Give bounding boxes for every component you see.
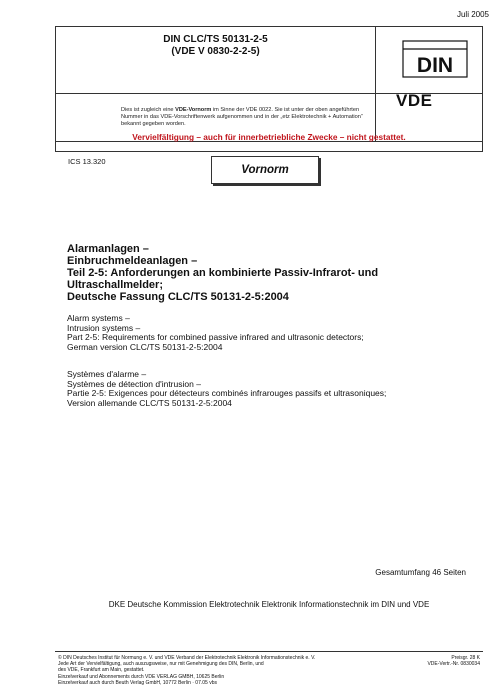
copyright: © DIN Deutsches Institut für Normung e. V. und VDE Verband der Elektrotechnik Elektronik Informationstechnik e. V. Jede Art der Vervielfältigung, auch auszugsweise, nur mit Genehmigung des DIN, Berlin, und des VDE, Frankfurt am Main, gestattet. [58,655,316,674]
title-english: Alarm systems – Intrusion systems – Part 2-5: Requirements for combined passive infrared and ultrasonic detectors; German version CLC/TS 50131-2-5:2004 [67,313,364,352]
din-logo [395,35,475,83]
standard-number-vde: (VDE V 0830-2-2-5) [171,46,260,57]
vde-note: Dies ist zugleich eine VDE-Vornorm im Sinne der VDE 0022. Sie ist unter der oben angeführten Nummer in das VDE-Vorschriftenwerk aufgenommen und in der „etz Elektrotechnik + Automation“ bekannt gegeben worden. [121,107,363,127]
ics-code: ICS 13.320 [68,157,106,166]
title-french: Systèmes d'alarme – Systèmes de détection d'intrusion – Partie 2-5: Exigences pour détecteurs combinés infrarouges passifs et ultrasoniques; Version allemande CLC/TS 50131-2-5:2004 [67,369,387,408]
svg-text:DIN: DIN [416,54,454,77]
publication-date: Juli 2005 [456,10,489,19]
reproduction-notice: Vervielfältigung – auch für innerbetriebliche Zwecke – nicht gestattet. [132,132,406,142]
distribution-info: Einzelverkauf und Abonnements durch VDE VERLAG GMBH, 10625 Berlin Einzelverkauf auch durch Beuth Verlag GmbH, 10772 Berlin · 07.05 vbs [58,674,225,687]
standard-number-din: DIN CLC/TS 50131-2-5 [163,34,268,45]
vde-logo: VDE [396,91,433,110]
vornorm-badge: Vornorm [211,156,319,184]
dke-line: DKE Deutsche Kommission Elektrotechnik Elektronik Informationstechnik im DIN und VDE [108,600,430,609]
standard-number [56,34,375,58]
footer-divider [55,651,483,652]
page-count: Gesamtumfang 46 Seiten [375,568,466,577]
price-info: Preisgr. 28 K VDE-Vertr.-Nr. 0830034 [427,655,480,668]
title-german: Alarmanlagen – Einbruchmeldeanlagen – Teil 2-5: Anforderungen an kombinierte Passiv-Infrarot- und Ultraschallmelder; Deutsche Fassung CLC/TS 50131-2-5:2004 [67,243,379,303]
